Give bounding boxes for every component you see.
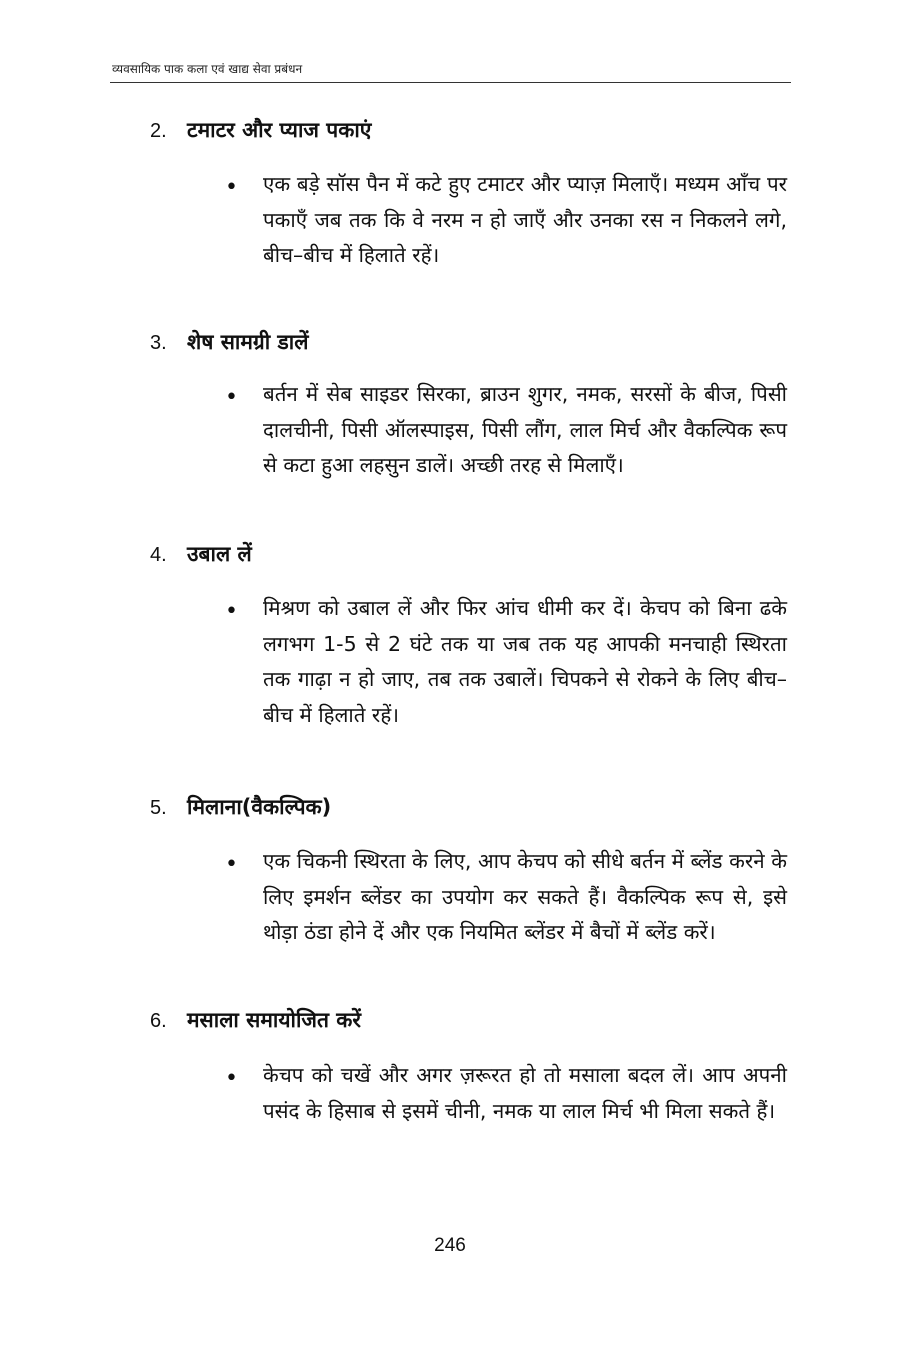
step-text: एक बड़े सॉस पैन में कटे हुए टमाटर और प्याज़ मिलाएँ। मध्यम आँच पर पकाएँ जब तक कि वे नरम न हो जाएँ और उनका रस न निकलने लगे, बीच–बीच में हिलाते रहें। (263, 172, 787, 267)
step-number: 3. (150, 332, 167, 354)
step-number: 4. (150, 544, 167, 566)
step-title: शेष सामग्री डालें (187, 330, 309, 354)
header-rule (110, 82, 791, 83)
step-heading (150, 1006, 361, 1034)
step-number: 2. (150, 120, 167, 142)
bullet-icon: • (225, 385, 238, 410)
step-text: मिश्रण को उबाल लें और फिर आंच धीमी कर दें। केचप को बिना ढके लगभग 1-5 से 2 घंटे तक या जब तक यह आपकी मनचाही स्थिरता तक गाढ़ा न हो जाए, तब तक उबालें। चिपकने से रोकने के लिए बीच–बीच में हिलाते रहें। (263, 596, 787, 727)
running-header: व्यवसायिक पाक कला एवं खाद्य सेवा प्रबंधन (112, 62, 303, 76)
step-heading (150, 793, 331, 821)
bullet-icon: • (225, 1066, 238, 1091)
step-title: मसाला समायोजित करें (187, 1008, 362, 1032)
bullet-icon: • (225, 175, 238, 200)
step-heading (150, 328, 308, 356)
page-number: 246 (434, 1235, 466, 1256)
step-text: बर्तन में सेब साइडर सिरका, ब्राउन शुगर, नमक, सरसों के बीज, पिसी दालचीनी, पिसी ऑलस्पाइस, पिसी लौंग, लाल मिर्च और वैकल्पिक रूप से कटा हुआ लहसुन डालें। अच्छी तरह से मिलाएँ। (263, 382, 787, 477)
step-number: 6. (150, 1010, 167, 1032)
bullet-icon: • (225, 852, 238, 877)
step-number: 5. (150, 797, 167, 819)
step-title: मिलाना(वैकल्पिक) (187, 795, 332, 819)
step-heading (150, 540, 252, 568)
step-title: टमाटर और प्याज पकाएं (187, 118, 372, 142)
step-text: एक चिकनी स्थिरता के लिए, आप केचप को सीधे बर्तन में ब्लेंड करने के लिए इमर्शन ब्लेंडर का उपयोग कर सकते हैं। वैकल्पिक रूप से, इसे थोड़ा ठंडा होने दें और एक नियमित ब्लेंडर में बैचों में ब्लेंड करें। (263, 849, 787, 944)
step-text: केचप को चखें और अगर ज़रूरत हो तो मसाला बदल लें। आप अपनी पसंद के हिसाब से इसमें चीनी, नमक या लाल मिर्च भी मिला सकते हैं। (263, 1063, 787, 1123)
step-heading (150, 116, 371, 144)
bullet-icon: • (225, 599, 238, 624)
step-title: उबाल लें (187, 542, 252, 566)
